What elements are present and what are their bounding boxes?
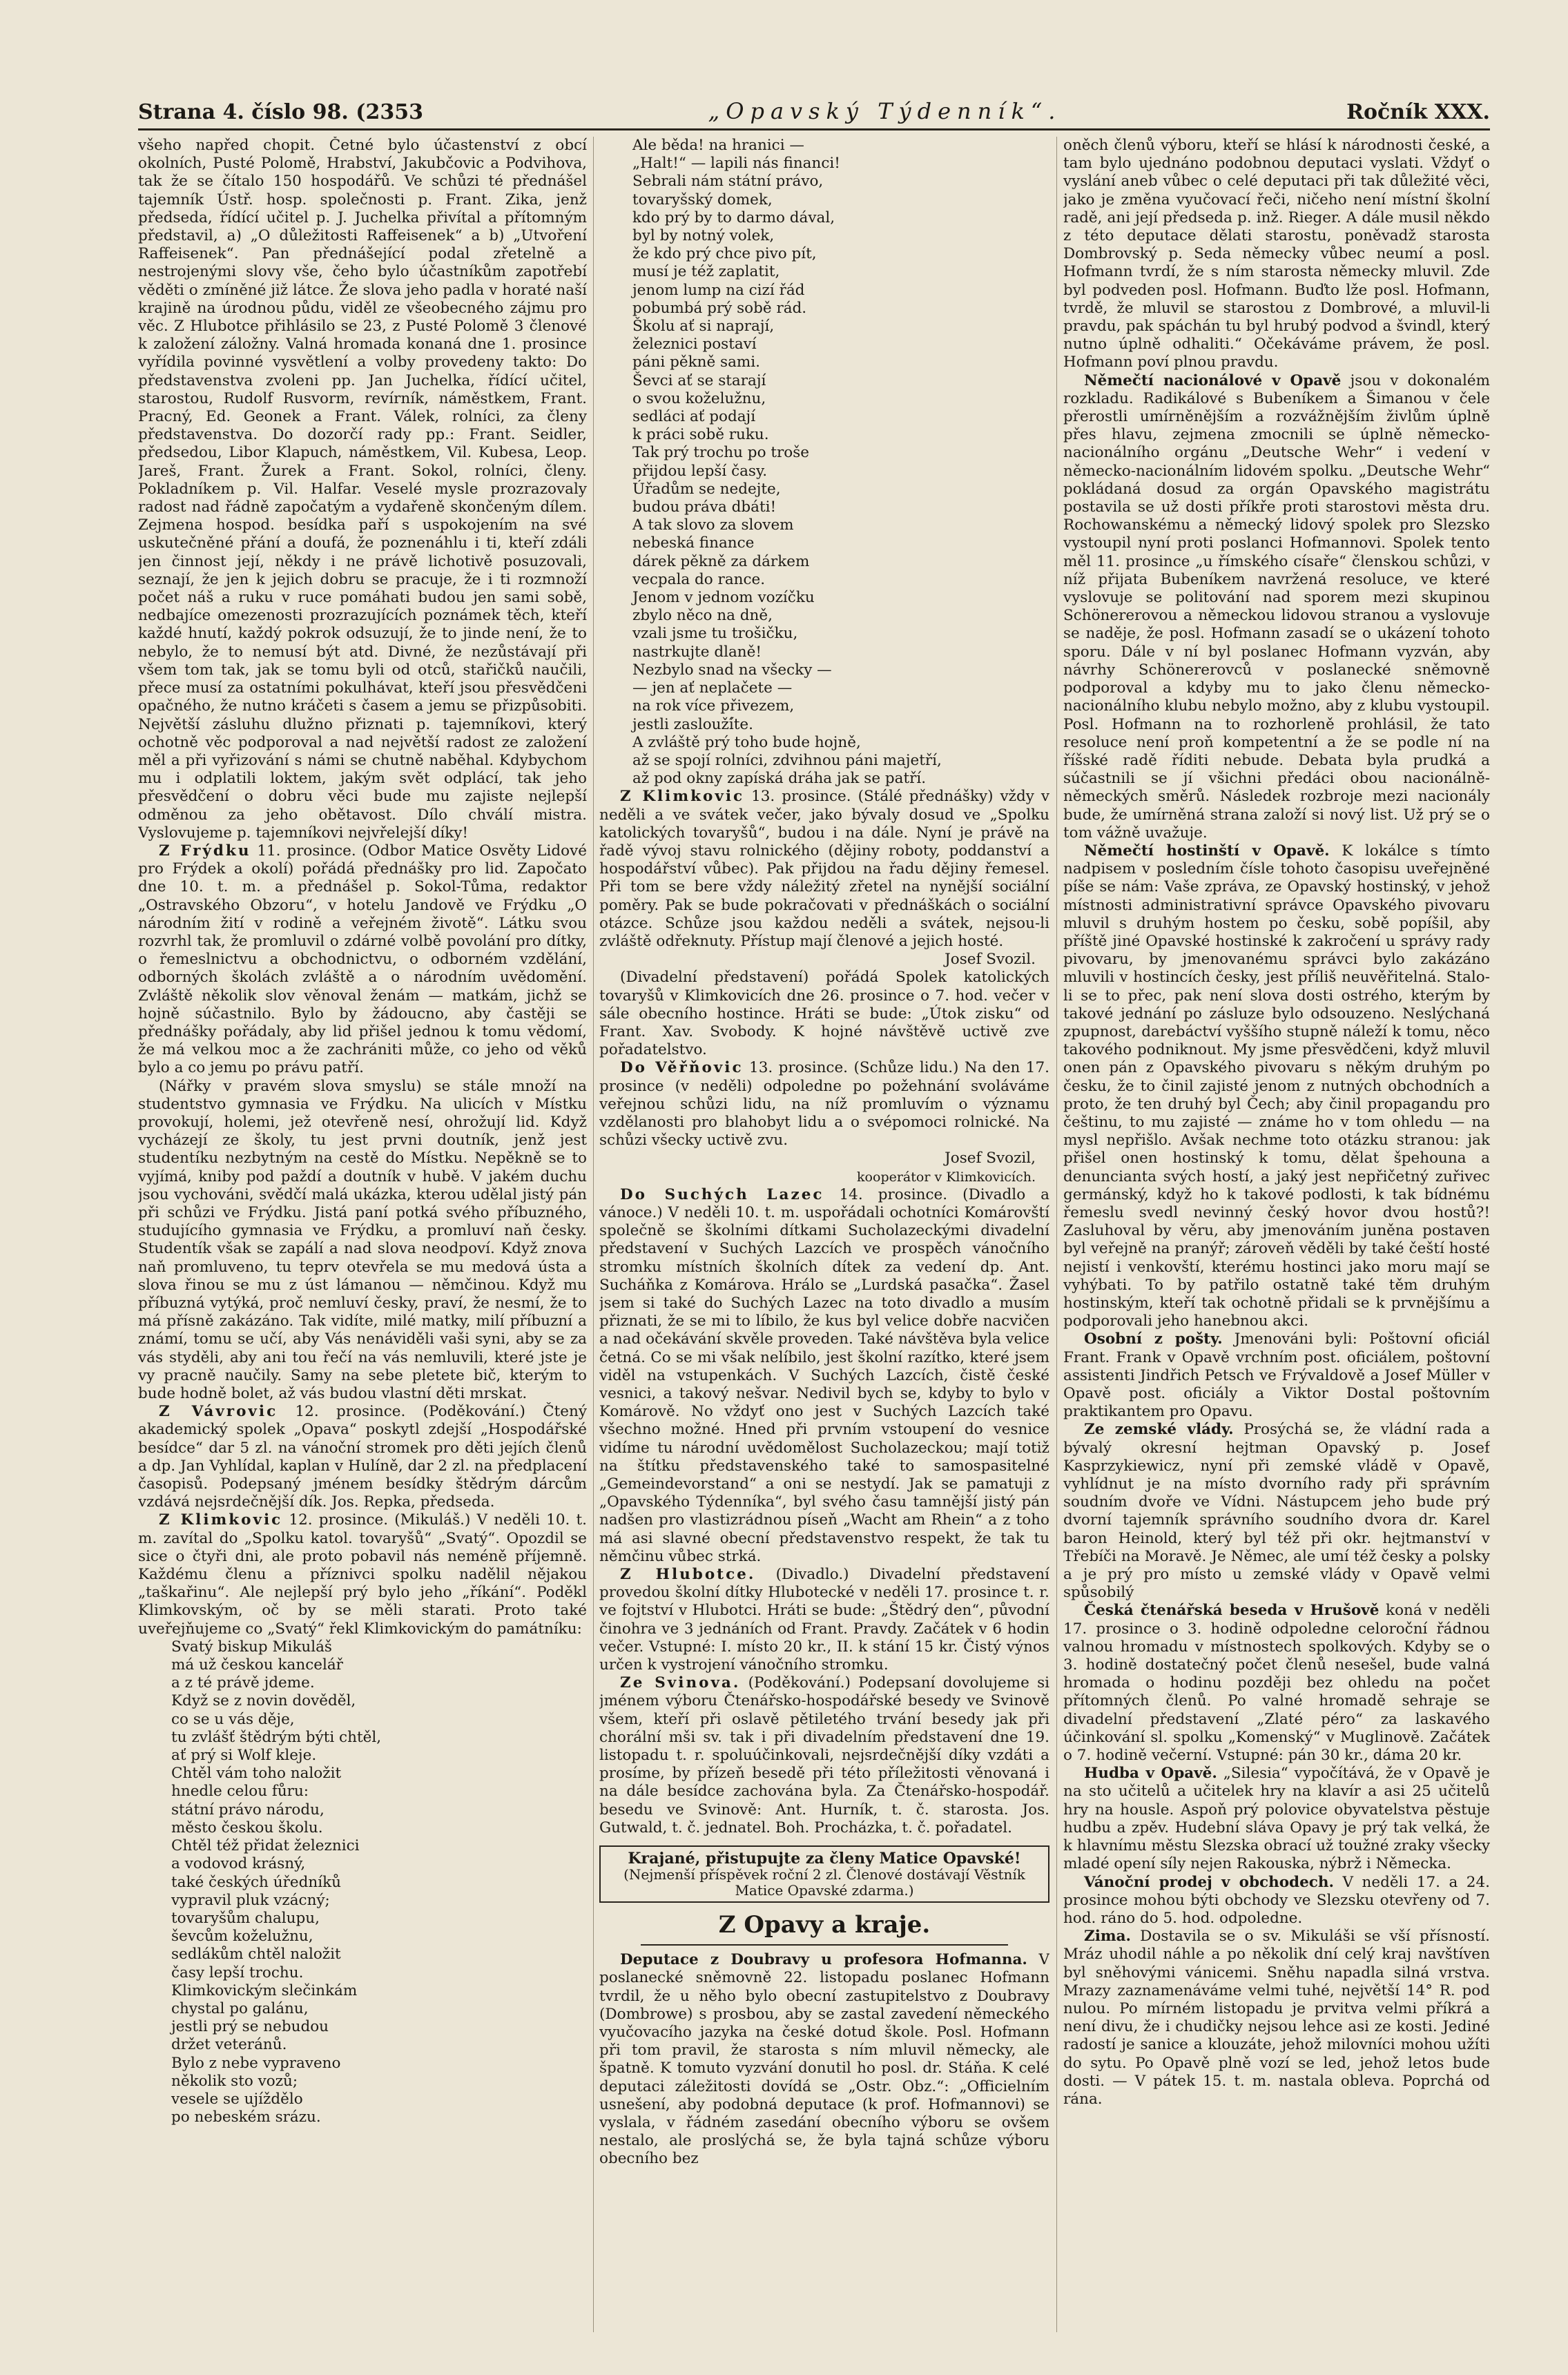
article-text: Dostavila se o sv. Mikuláši se vší přísností. Mráz uhodil náhle a po několik dní celý kraj navštíven byl sněhovými vánicemi. Sněhu napadla silná vrstva. Mrazy zaznamenáváme velmi tuhé, největší 14° R. pod nulou. Po mírném listopadu je prvitva velmi příkrá a není divu, že i chudičky nejsou lehce asi ze kosti. Jediné radostí je sanice a klouzáte, jehož milovníci mohou užíti do sytu. Po Opavě plně vozí se led, jehož letos bude dosti. — V pátek 15. t. m. nastala obleva. Poprchá od rána. <box>1063 1928 1490 2108</box>
poem-line: k práci sobě ruku. <box>632 426 769 444</box>
article-lead: Němečtí nacionálové v Opavě <box>1084 371 1342 389</box>
article-text: (Divadlo.) Divadelní představení provedou školní dítky Hlubotecké v neděli 17. prosince t. r. ve fojtství v Hlubotci. Hráti se bude: „Štědrý den“, původní činohra ve 3 jednáních od Frant. Pravdy. Začátek v 6 hodin večer. Vstupné: I. místo 20 kr., II. k stání 15 kr. Čistý výnos určen k vystrojení vánočního stromku. <box>599 1566 1049 1674</box>
poem-line: na rok více přivezem, <box>632 697 795 715</box>
poem-line: sedlákům chtěl naložit <box>171 1946 341 1964</box>
poem-line: dárek pěkně za dárkem <box>632 552 810 570</box>
poem-line: Chtěl též přidat železnici <box>171 1837 360 1855</box>
header-page-number: Strana 4. číslo 98. (2353 <box>138 100 423 124</box>
article-lead: Česká čtenářská beseda v Hrušově <box>1084 1602 1380 1620</box>
signature: Josef Svozil, <box>945 1150 1036 1167</box>
article-lead: Do Suchých Lazec <box>620 1185 824 1203</box>
article-text: 12. prosince. (Mikuláš.) V neděli 10. t. m. zavítal do „Spolku katol. tovaryšů“ „Svatý“. Opozdil se sice o čtyři dni, ale proto pobavil nás neméně příjemně. Každému členu a příznivci spolku nadělil nějakou „taškařinu“. Ale nejlepší prý bylo jeho „říkání“. Poděkl Klimkovským, oč by se měli starati. Proto také uveřejňujeme co „Svatý“ řekl Klimkovickým do památníku: <box>138 1511 587 1638</box>
article-lead: Hudba v Opavě. <box>1084 1765 1217 1783</box>
poem-line: železnici postaví <box>632 336 757 353</box>
poem-continued <box>632 137 1049 788</box>
article-paragraph <box>1063 1928 1490 2109</box>
signature-title: kooperátor v Klimkovicích. <box>857 1169 1036 1185</box>
article-lead: Z Hlubotce. <box>620 1566 756 1584</box>
poem-line: Chtěl vám toho naložit <box>171 1765 342 1783</box>
poem-line: Klimkovickým slečinkám <box>171 1981 358 1999</box>
article-paragraph <box>1063 1421 1490 1602</box>
poem-line: Jenom v jednom vozíčku <box>632 589 815 607</box>
article-text: koná v neděli 17. prosince o 3. hodině odpoledne celoroční řádnou valnou hromadu v místnostech spolkových. Kdyby se o 3. hodině dostatečný počet členů nesešel, bude valná hromada o hodinu později bez ohledu na počet přítomných členů. Po valné hromadě sehraje se divadelní představení „Zlaté péro“ za laskavého účinkování sl. spolku „Komenský“ v Muglinově. Začátek o 7. hodině večerní. Vstupné: pán 30 kr., dáma 20 kr. <box>1063 1602 1490 1765</box>
article-text: jsou v dokonalém rozkladu. Radikálové s Bubeníkem a Šimanou v čele přerostli umírněnějším a rozvážnějším živlům úplně přes hlavu, zejmena zmocnili se úplně německo-nacionálního orgánu „Deutsche Wehr“ i vedení v německo-nacionálním lidovém spolku. „Deutsche Wehr“ pokládaná dosud za orgán Opavského magistrátu postavila se už dosti příkře proti starostovi města dru. Rochowanskému a německý lidový spolek pro Slezsko vystoupil nyní proti poslanci Hofmannovi. Spolek tento měl 11. prosince „u římského císaře“ členskou schůzi, v níž přijata Bubeníkem navržená resoluce, ve které vyslovuje se politování nad sporem mezi skupinou Schönererovou a německou lidovou stranou a vyslovuje se naděje, že posl. Hofmann zasadí se o ukázení tohoto sporu. Dále v ní byl poslanec Hofmann vyzván, aby návrhy Schönererovců v poslanecké sněmovně podporoval a kdyby mu to jako členu německo-nacionálního klubu nebylo možno, aby z klubu vystoupil. Posl. Hofmann na to rozhorleně prohlásil, že tato resoluce není proň kompetentní a že se podle ní na říšské radě říditi nebude. Debata byla prudká a súčastnili se jí všichni předáci obou nacionálně-německých směrů. Následek rozbroje mezi nacionály bude, že umírněná strana založí si nový list. Už prý se o tom vážně uvažuje. <box>1063 371 1490 842</box>
section-rule <box>641 1944 1008 1946</box>
poem-line: „Halt!“ — lapili nás financi! <box>632 155 840 173</box>
poem-line: Sebrali nám státní právo, <box>632 173 824 191</box>
poem-line: Nezbylo snad na všecky — <box>632 661 832 679</box>
poem-line: Ševci ať se starají <box>632 371 766 389</box>
article-paragraph <box>1063 1602 1490 1765</box>
poem-line: nebeská finance <box>632 534 755 552</box>
article-lead: Vánoční prodej v obchodech. <box>1084 1873 1334 1891</box>
article-lead: Osobní z pošty. <box>1084 1330 1223 1348</box>
poem-line: státní právo národu, <box>171 1801 325 1819</box>
article-lead: Z Vávrovic <box>159 1403 278 1421</box>
poem-line: jestli zaslouží́te. <box>632 715 753 733</box>
article-paragraph <box>138 842 587 1078</box>
article-paragraph: (Divadelní představení) pořádá Spolek katolických tovaryšů v Klimkovicích dne 26. prosince o 7. hod. večer v sále obecního hostince. Hráti se bude: „Útok zisku“ od Frant. Xav. Svobody. K hojné návštěvě uctivě zve pořadatelstvo. <box>599 969 1049 1059</box>
poem-line: vzali jsme tu trošičku, <box>632 625 798 643</box>
article-lead: Ze Svinova. <box>620 1674 741 1692</box>
poem-line: A tak slovo za slovem <box>632 516 794 534</box>
poem-line: ševcům koželužnu, <box>171 1928 313 1946</box>
article-paragraph <box>599 1059 1049 1150</box>
section-heading: Z Opavy a kraje. <box>718 1911 931 1939</box>
article-text: Prosýchá se, že vládní rada a bývalý okresní hejtman Opavský p. Josef Kasprzykiewicz, nyní při zemské vládě v Opavě, vyhlídnut je na místo dvorního rady při správním soudním dvoře ve Vídni. Nástupcem jeho bude prý dvorní tajemník správního soudního dvora dr. Karel baron Heinold, který byl též při okr. hejtmanství v Třebíči na Moravě. Je Němec, ale umí též česky a polsky a je prý pro místo u zemské vlády v Opavě velmi spůsobilý <box>1063 1421 1490 1602</box>
poem-line: — jen ať neplačete — <box>632 679 793 697</box>
column-divider <box>593 137 594 2332</box>
article-text: 14. prosince. (Divadlo a vánoce.) V neděli 10. t. m. uspořádali ochotníci Komárovští společně se školními dítkami Sucholazeckými divadelní představení v Suchých Lazcích ve prospěch vánočního stromku místních školních dítek za vedení dp. Ant. Sucháňka z Komárova. Hrálo se „Lurdská pasačka“. Žasel jsem si také do Suchých Lazec na toto divadlo a musím přiznati, že se mi to líbilo, že kus byl velice dobře nacvičen a nad očekávání skvěle proveden. Také návštěva byla velice četná. Co se mi však nelíbilo, jest školní razítko, které jsem viděl na vstupenkách. V Suchých Lazcích, čistě české vesnici, a takový nešvar. Nedivil bych se, kdyby to bylo v Komárově. No vždyť ono jest v Suchých Lazcích také všechno možné. Hned při prvním vstoupení do vesnice vidíme tu národní uvědomělost Sucholazeckou; mají totiž na štítku představenského také to samospasitelné „Gemeindevorstand“ a oni se nestydí. Jak se pamatuji z „Opavského Týdenníka“, byl svého času tamnější jistý pán nadšen pro vlastizrádnou píseň „Wacht am Rhein“ a z toho má asi slavné obecní představenstvo respekt, že tak tu němčinu vůbec strká. <box>599 1185 1049 1565</box>
poem-line: jenom lump na cizí řád <box>632 281 805 299</box>
article-paragraph <box>599 1674 1049 1837</box>
poem-line: co se u vás děje, <box>171 1710 295 1728</box>
article-text: V poslanecké sněmovně 22. listopadu poslanec Hofmann tvrdil, že u něho bylo obecní zastupitelstvo z Doubravy (Dombrowe) s prosbou, aby se zastal zavedení německého vyučovacího jazyka na české dotud škole. Posl. Hofmann při tom pravil, že starosta s ním mluvil německy, ale špatně. K tomuto vyzvání donutil ho posl. dr. Stáňa. K celé deputaci záležitosti dovídá se „Ostr. Obz.“: „Officielním usnešení, aby podobná deputace (k prof. Hofmannovi) se vyslala, v řádném zasedání obecního výboru se ovšem nestalo, ale proslýchá se, že byla tajná schůze výboru obecního bez <box>599 1951 1049 2168</box>
poem-line: musí je též zaplatit, <box>632 263 780 281</box>
article-paragraph <box>1063 1765 1490 1873</box>
poem-line: páni pěkně sami. <box>632 353 761 371</box>
poem-line: ať prý si Wolf kleje. <box>171 1747 317 1765</box>
poem-line: nastrkujte dlaně! <box>632 643 762 661</box>
article-text: 13. prosince. (Stálé přednášky) vždy v neděli a ve svátek večer, jako bývaly dosud ve „Spolku katolických tovaryšů“, budou i na dále. Nyní je právě na řadě vývoj stavu rolnického (dějiny roboty, poddanství a hospodářství vůbec). Pak přijdou na řadu dějiny řemesel. Při tom se bere vždy náležitý zřetel na nynější sociální poměry. Pak se bude pokračovati v přednáškách o sociální otázce. Schůze jsou každou neděli a svátek, nejsou-li zvláště odřeknuty. Přístup mají členové a jejich hosté. <box>599 788 1049 950</box>
column-3 <box>1063 137 1490 2346</box>
poem-line: a z té právě jdeme. <box>171 1674 315 1692</box>
poem-line: že kdo prý chce pivo pít, <box>632 245 817 263</box>
notice-title: Krajané, přistupujte za členy Matice Opavské! <box>628 1850 1021 1868</box>
poem-line: držet veteránů. <box>171 2036 287 2054</box>
poem-line: vypravil pluk vzácný; <box>171 1891 330 1909</box>
column-divider <box>1056 137 1057 2332</box>
poem-line: několik sto vozů; <box>171 2072 298 2090</box>
poem-line: Když se z novin dověděl, <box>171 1692 356 1710</box>
article-lead: Němečtí hostinští v Opavě. <box>1084 842 1330 860</box>
article-lead: Do Věřňovic <box>620 1059 744 1077</box>
article-lead: Z Klimkovic <box>620 788 745 806</box>
poem-line: město českou školu. <box>171 1819 323 1836</box>
article-paragraph <box>138 1511 587 1638</box>
article-text: V neděli 17. a 24. prosince mohou býti obchody ve Slezsku otevřeny od 7. hod. ráno do 5. hod. odpoledne. <box>1063 1873 1490 1927</box>
article-lead: Z Frýdku <box>159 842 251 860</box>
article-text: 11. prosince. (Odbor Matice Osvěty Lidové pro Frýdek a okolí) pořádá přednášky pro lid. Započato dne 10. t. m. a přednášel p. Sokol-Tůma, redaktor „Ostravského Obzoru“, v hotelu Jandově ve Frýdku „O národním žití v rodině a veřejném životě“. Látku svou rozvrhl tak, že promluvil o zdárné volbě povolání pro dítky, o řemeslnictvu a obchodnictvu, o odborném vzdělání, odborných školách zvláště a o národním uvědomění. Zvláště několik slov věnoval ženám — matkám, jichž se hojně súčastnilo. Bylo by žádoucno, aby častěji se přednášky pořádaly, aby lid přišel jednou k tomu vědomí, že má velkou moc a že zachrániti může, co jeho od věků bylo a co jemu po právu patří. <box>138 842 587 1077</box>
article-paragraph: (Nářky v pravém slova smyslu) se stále množí na studentstvo gymnasia ve Frýdku. Na ulicích v Místku provokují, holemi, jež otevřeně nesí, ohrožují lid. Když vycházejí ze školy, tu jest prvni doutník, jenž jest studentíku nezbytným na cestě do Místku. Nepěkně se to vyjímá, kniby pod paždí a doutník v hubě. V jakém duchu jsou vychováni, svědčí malá ukázka, kterou udělal jistý pán při schůzi ve Frýdku. Jistá paní potká svého příbuzného, studujícího gymnasia ve Frýdku, a promluví naň česky. Studentík však se zapálí a nad slova neodpoví. Když znova naň promluveno, tu teprv otevřela se mu medová ústa a slova řinou se mu z úst lámanou — němčinou. Když mu příbuzná vytýká, proč nemluví česky, praví, že nesmí, že to má přísně zakázáno. Tak vidíte, milé matky, milí příbuzní a známí, tomu se učí, aby Vás nenáviděli vaši syni, aby se za vás styděli, aby ani tou řečí na vás nemluvili, které jste je vy pracně naučily. Samy na sebe pletete bič, kterým to bude hodně bolet, až vás budou vlastní děti mrskat. <box>138 1077 587 1403</box>
article-text: (Poděkování.) Podepsaní dovolujeme si jménem výboru Čtenářsko-hospodářské besedy ve Svinově všem, kteří při oslavě pětiletého trvání besedy jak při chorální mši sv. tak i při divadelním představení dne 19. listopadu t. r. spoluúčinkovali, nejsrdečnější díky vzdáti a prosíme, by přízeň besedě při této příležitosti věnovaná i na dále besídce zachována byla. Za Čtenářsko-hospodář. besedu ve Svinově: Ant. Hurník, t. č. starosta. Jos. Gutwald, t. č. jednatel. Boh. Procházka, t. č. pořadatel. <box>599 1674 1049 1836</box>
poem-line: po nebeském srázu. <box>171 2109 321 2126</box>
poem-line: také českých úředníků <box>171 1873 341 1891</box>
notice-text: (Nejmenší příspěvek roční 2 zl. Členové dostávají Věstník Matice Opavské zdarma.) <box>623 1866 1025 1899</box>
poem-line: pobumbá prý sobě rád. <box>632 299 807 317</box>
poem-line: tovaryšský domek, <box>632 191 773 209</box>
poem-line: Úřadům se nedejte, <box>632 480 781 498</box>
poem-line: A zvláště prý toho bude hojně, <box>632 733 861 751</box>
article-paragraph <box>599 1566 1049 1674</box>
article-paragraph: všeho napřed chopit. Četné bylo účastenství z obcí okolních, Pusté Polomě, Hrabství, Jakubčovic a Podvihova, tak že se čítalo 150 hospodářů. Ve schůzi té přednášel tajemník Ústř. hosp. společnosti p. Frant. Zika, jenž předseda, řídící učitel p. J. Juchelka přivítal a přítomným představil, a) „O důležitosti Raffeisenek“ a b) „Utvoření Raffeisenek“. Pan přednášející podal zřetelně a nestrojenými slovy vše, čeho bylo účastníkům zapotřebí věděti o zmíněné již látce. Že slova jeho padla v horaté naší krajině na úrodnou půdu, viděl ze všeobecného zájmu pro věc. Z Hlubotce přihlásilo se 23, z Pusté Polomě 3 členové k založení záložny. Valná hromada konaná dne 1. prosince vyřídila povinné vysvětlení a volby provedeny takto: Do představenstva zvoleni pp. Jan Juchelka, řídící učitel, starostou, Rudolf Rusvorm, revírník, náměstkem, Frant. Pracný, Ed. Geonek a Frant. Válek, rolníci, za členy představenstva. Do dozorčí rady pp.: Frant. Seidler, předsedou, Libor Klapuch, náměstkem, Vil. Kubesa, Leop. Jareš, Frant. Žurek a Frant. Sokol, rolníci, členy. Pokladníkem p. Vil. Halfar. Veselé mysle prozrazovaly radost nad řádně započatým a vydařeně skončeným dílem. Zejmena hospod. besídka paří s uspokojením na své uskutečněné přání a doufá, že poznenáhlu i ti, kteří zdáli jen činnost její, někdy i ne právě lichotivě posuzovali, seznají, že jen k jejich dobru se pracuje, že i ti rozmnoží počet náš a ruku v ruce pomáhati budou jen sami sobě, nedbajíce omezenosti prozrazujících poznámek těch, kteří každé hnutí, každý pokrok odsuzují, že to jinde není, že to nebylo, že to nemusí být atd. Divné, že nezůstávají při všem tom tak, jak se tomu byli od otců, stařičků naučili, přece musí za ostatními pokulhávat, kteří jsou přesvědčeni opačného, že nutno kráčeti s časem a jemu se přizpůsobiti. Největší zásluhu dlužno přiznati p. tajemníkovi, který ochotně věc podporoval a nad největší radost ze založení měl a při vyřizování s námi se chutně naběhal. Kdybychom mu i odplatili loktem, jakým svět odplácí, tak jeho přesvědčení o dobru věci bude mu zajiste nejlepší odměnou za jeho obětavost. Dílo chválí mistra. Vyslovujeme p. tajemníkovi nejvřelejší díky! <box>138 137 587 842</box>
column-2 <box>599 137 1049 2346</box>
poem-line: o svou koželužnu, <box>632 389 766 407</box>
poem-line: a vodovod krásný, <box>171 1855 306 1873</box>
page-header <box>138 88 1490 130</box>
poem-line: Svatý biskup Mikuláš <box>171 1638 332 1656</box>
article-paragraph: oněch členů výboru, kteří se hlásí k národnosti české, a tam bylo ujednáno podobnou deputaci vyslati. Vždyť o vyslání aneb vůbec o celé deputaci při tak důležité věci, jako je změna vyučovací řeči, ničeho není místní školní radě, ani její předseda p. inž. Rieger. A dále musil někdo z této deputace dělati starostu, poněvadž starosta Dombrovský p. Seda německy vůbec neumí a posl. Hofmann tvrdí, že s ním starosta německy mluvil. Zde byl podveden posl. Hofmann. Buďto lže posl. Hofmann, tvrdě, že mluvil se starostou z Dombrové, a mluvil-li pravdu, pak spáchán tu byl hrubý podvod a švindl, který nutno úplně odhaliti.“ Očekáváme právem, že posl. Hofmann poví plnou pravdu. <box>1063 137 1490 371</box>
poem-line: vecpala do rance. <box>632 570 766 588</box>
poem-line: časy lepší trochu. <box>171 1964 304 1981</box>
article-paragraph <box>599 1186 1049 1566</box>
article-paragraph <box>1063 1874 1490 1928</box>
article-lead: Zima. <box>1084 1928 1132 1946</box>
poem-line: jestli prý se nebudou <box>171 2018 329 2036</box>
article-text: 12. prosince. (Poděkování.) Čtený akademický spolek „Opava“ poskytl zdejší „Hospodářské besídce“ dar 5 zl. na vánoční stromek pro děti jejích členů a dp. Jan Vyhlídal, kaplan v Hulíně, dar 2 zl. na předplacení časopisů. Podepsaný jménem besídky štědrým dárcům vzdává nejsrdečnější dík. Jos. Repka, předseda. <box>138 1403 587 1511</box>
article-text: K lokálce s tímto nadpisem v posledním čísle tohoto časopisu uveřejněné píše se nám: Vaše zpráva, ze Opavský hostinský, v jehož místnosti administrativní správce Opavského pivovaru mluvil s druhým hostem po česku, sobě popíšil, aby příště jiné Opavské hostinské k zakročení u správy rady pivovaru, by jmenovanému správci bylo zakázáno mluvili v hostincích česky, jest příliš neuvěřitelná. Stalo-li se to přec, pak není slova dosti ostrého, kterým by takové jednání po zásluze bylo odsouzeno. Neslýchaná zpupnost, darebáctví vyššího stupně náleží k tomu, něco takového podniknout. My jsme přesvědčeni, když mluvil onen pán z Opavského pivovaru s někým druhým po česku, že to činil zajisté jenom z nutných obchodních a proto, že ten druhý byl Čech; aby činil propagandu pro češtinu, to mu zajisté — známe ho v tom ohledu — na mysl nepřišlo. Avšak nechme toto otázku stranou: jak přišel onen hostinský k tomu, dělat špehouna a denuncianta svých hostí, a jaký jest nepřičetný zuřivec germánský, když ho k takové podlosti, k tak bídnému řemeslu svedl nevinný český hovor dvou hostů?! Zasluhoval by věru, aby jmenováním juněna postaven byl veřejně na pranýř; zároveň věděli by také čeští hosté nejistí i venkovští, kterému hostinci jako moru mají se vyhýbati. To by patřilo ostatně také těm druhým hostinským, kteří tak ochotně přidali se k prvnějšímu a podporovali jeho hanebnou akci. <box>1063 842 1490 1330</box>
poem-line: tovaryšům chalupu, <box>171 1909 320 1927</box>
article-paragraph <box>599 1951 1049 2168</box>
signature: Josef Svozil. <box>945 951 1036 969</box>
article-paragraph <box>599 788 1049 951</box>
poem-line: chystal po galánu, <box>171 1999 309 2017</box>
poem-line: hnedle celou fůru: <box>171 1783 309 1801</box>
poem-line: až pod okny zapíská dráha jak se patří. <box>632 770 927 788</box>
poem-line: až se spojí rolníci, zdvihnou páni majetří, <box>632 751 942 769</box>
article-paragraph <box>1063 372 1490 842</box>
poem-line: tu zvlášť štědrým býti chtěl, <box>171 1728 382 1746</box>
matice-notice-box <box>599 1845 1049 1903</box>
poem-line: budou práva dbáti! <box>632 498 777 516</box>
poem-line: vesele se ujíždělo <box>171 2090 303 2108</box>
poem-line: přijdou lepší časy. <box>632 462 768 480</box>
poem-line: zbylo něco na dně, <box>632 607 773 625</box>
article-text: Jmenováni byli: Poštovní oficiál Frant. Frank v Opavě vrchním post. oficiálem, poštovní assistenti Jindřich Petsch ve Frývaldově a Josef Müller v Opavě post. oficiály a Viktor Dostal poštovním praktikantem pro Opavu. <box>1063 1330 1490 1421</box>
article-lead: Deputace z Doubravy u profesora Hofmanna. <box>620 1951 1027 1969</box>
column-1 <box>138 137 587 2346</box>
poem-line: sedláci ať podají <box>632 408 756 426</box>
poem-line: kdo prý by to darmo dával, <box>632 209 835 226</box>
article-paragraph <box>138 1403 587 1511</box>
article-text: „Silesia“ vypočítává, že v Opavě je na sto učitelů a učitelek hry na klavír a asi 25 učitelů hry na housle. Aspoň prý polovice obyvatelstva pěstuje hudbu a zpěv. Hudební sláva Opavy je prý tak velká, že k hlavnímu městu Slezska obrací už toužné zraky všecky mladé opení síly nejen Rakouska, nýbrž i Německa. <box>1063 1765 1490 1873</box>
poem-line: Ale běda! na hranici — <box>632 137 804 154</box>
poem-line: má už českou kancelář <box>171 1656 343 1674</box>
article-lead: Ze zemské vlády. <box>1084 1421 1234 1439</box>
article-paragraph <box>1063 842 1490 1330</box>
poem-line: Bylo z nebe vypraveno <box>171 2054 341 2072</box>
poem-line: Tak prý trochu po troše <box>632 444 809 462</box>
article-text: 13. prosince. (Schůze lidu.) Na den 17. prosince (v neděli) odpoledne po požehnání svoláváme veřejnou schůzi lidu, na níž promluvím o významu vzdělanosti pro blahobyt lidu a o svépomoci rolnické. Na schůzi všecky uctivě zvu. <box>599 1059 1049 1150</box>
poem <box>171 1638 587 2126</box>
poem-line: byl by notný volek, <box>632 227 775 245</box>
article-paragraph <box>1063 1330 1490 1421</box>
header-volume: Ročník XXX. <box>1346 100 1490 124</box>
header-masthead: „Opavský Týdenník“. <box>708 98 1062 124</box>
poem-line: Školu ať si naprají, <box>632 318 775 336</box>
article-lead: Z Klimkovic <box>159 1511 283 1529</box>
